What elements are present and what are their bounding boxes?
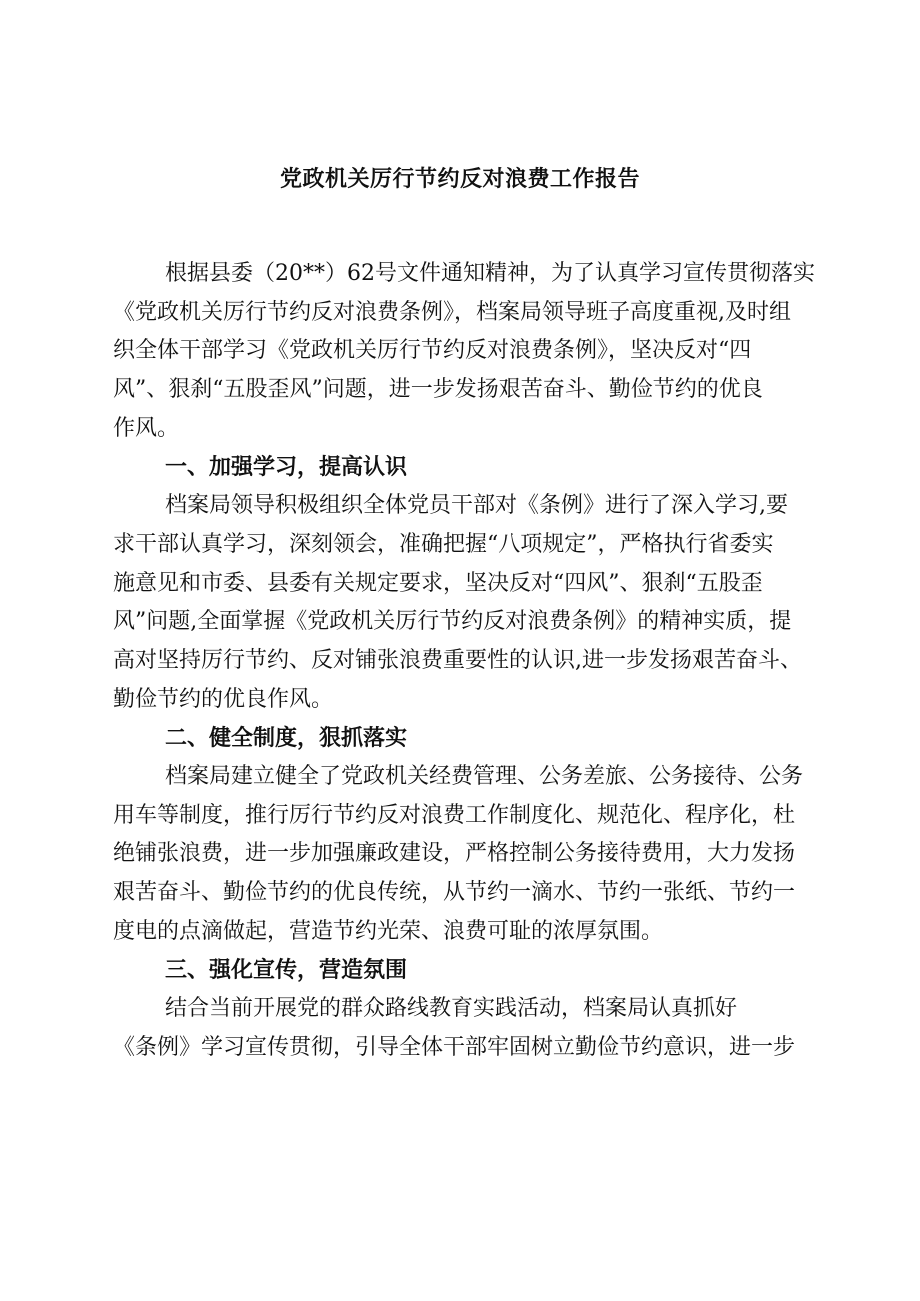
paragraph-2-line-6: 勤俭节约的优良作风。: [113, 686, 334, 712]
section-heading-3: 三、强化宣传，营造氛围: [165, 957, 408, 984]
paragraph-2-line-3: 施意见和市委、县委有关规定要求，坚决反对“四风”、狠刹“五股歪: [113, 570, 763, 596]
paragraph-1-line-4: 风”、狠刹“五股歪风”问题，进一步发扬艰苦奋斗、勤俭节约的优良: [113, 377, 763, 403]
paragraph-3-line-4: 艰苦奋斗、勤俭节约的优良传统，从节约一滴水、节约一张纸、节约一: [113, 880, 796, 905]
paragraph-4-line-1: 结合当前开展党的群众路线教育实践活动，档案局认真抓好: [165, 996, 738, 1022]
paragraph-2-line-5: 高对坚持厉行节约、反对铺张浪费重要性的认识,进一步发扬艰苦奋斗、: [113, 647, 802, 673]
paragraph-3-line-3: 绝铺张浪费，进一步加强廉政建设，严格控制公务接待费用，大力发扬: [113, 841, 796, 867]
paragraph-4-line-2: 《条例》学习宣传贯彻，引导全体干部牢固树立勤俭节约意识，进一步: [113, 1034, 796, 1060]
section-heading-2: 二、健全制度，狠抓落实: [165, 725, 408, 752]
paragraph-2-line-4: 风”问题,全面掌握《党政机关厉行节约反对浪费条例》的精神实质，提: [113, 609, 792, 635]
document-body: [113, 255, 833, 1067]
paragraph-1-line-5: 作风。: [113, 415, 180, 441]
paragraph-3-line-5: 度电的点滴做起，营造节约光荣、浪费可耻的浓厚氛围。: [113, 918, 664, 944]
paragraph-1-line-2: 《党政机关厉行节约反对浪费条例》，档案局领导班子高度重视,及时组: [113, 299, 791, 325]
paragraph-3-line-1: 档案局建立健全了党政机关经费管理、公务差旅、公务接待、公务: [165, 763, 804, 789]
paragraph-3-line-2: 用车等制度，推行厉行节约反对浪费工作制度化、规范化、程序化，杜: [113, 802, 796, 828]
paragraph-1-line-3: 织全体干部学习《党政机关厉行节约反对浪费条例》，坚决反对“四: [113, 338, 752, 364]
paragraph-2-line-1: 档案局领导积极组织全体党员干部对《条例》进行了深入学习,要: [165, 493, 788, 519]
paragraph-2-line-2: 求干部认真学习，深刻领会，准确把握“八项规定”，严格执行省委实: [113, 531, 774, 557]
document-title: 党政机关厉行节约反对浪费工作报告: [279, 166, 640, 192]
section-heading-1: 一、加强学习，提高认识: [165, 454, 408, 481]
paragraph-1-line-1: 根据县委（20**）62号文件通知精神，为了认真学习宣传贯彻落实: [165, 261, 815, 286]
